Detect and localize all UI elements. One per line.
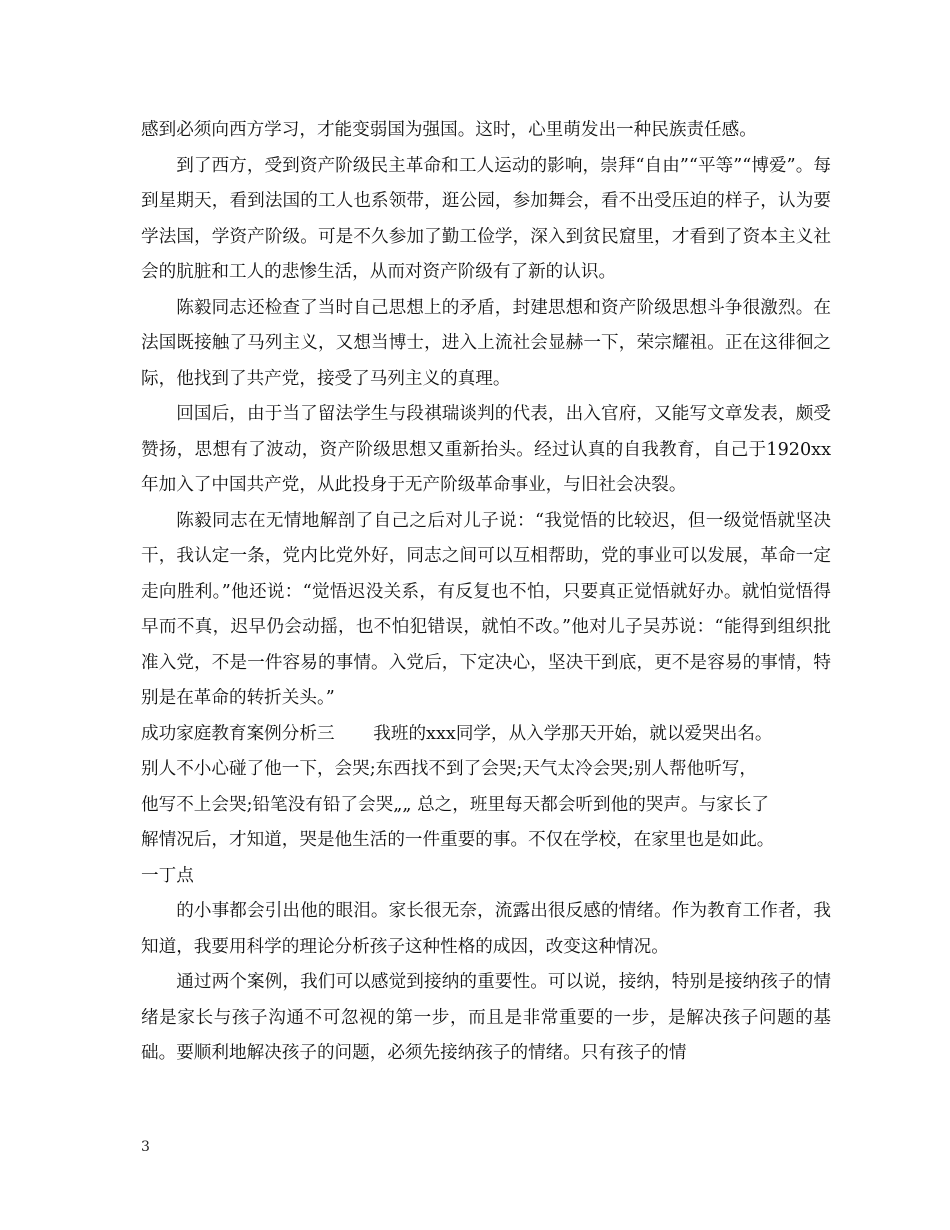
- paragraph-2: 到了西方，受到资产阶级民主革命和工人运动的影响，崇拜“自由”“平等”“博爱”。每到星期天，看到法国的工人也系领带，逛公园，参加舞会，看不出受压迫的样子，认为要学法国，学资产阶级。可是不久参加了勤工俭学，深入到贫民窟里，才看到了资本主义社会的肮脏和工人的悲惨生活，从而对资产阶级有了新的认识。: [141, 155, 831, 282]
- case-line-4: 解情况后，才知道，哭是他生活的一件重要的事。不仅在学校，在家里也是如此。: [141, 830, 775, 850]
- paragraph-5: 陈毅同志在无情地解剖了自己之后对儿子说：“我觉悟的比较迟，但一级觉悟就坚决干，我认定一条，党内比党外好，同志之间可以互相帮助，党的事业可以发展，革命一定走向胜利。”他还说：“觉悟迟没关系，有反复也不怕，只要真正觉悟就好办。就怕觉悟得早而不真，迟早仍会动摇，也不怕犯错误，就怕不改。”他对儿子吴苏说：“能得到组织批准入党，不是一件容易的事情。入党后，下定决心，坚决干到底，更不是容易的事情，特别是在革命的转折关头。”: [141, 510, 831, 708]
- case-heading: 成功家庭教育案例分析三: [141, 723, 335, 744]
- case-line-1: 我班的xxx同学，从入学那天开始，就以爱哭出名。: [373, 723, 773, 744]
- closing-paragraph-1: 的小事都会引出他的眼泪。家长很无奈，流露出很反感的情绪。作为教育工作者，我知道，我要用科学的理论分析孩子这种性格的成因，改变这种情况。: [141, 901, 831, 957]
- case-line-2: 别人不小心碰了他一下，会哭;东西找不到了会哭;天气太冷会哭;别人帮他听写，: [141, 759, 757, 779]
- case-line-3: 他写不上会哭;铅笔没有铅了会哭„„ 总之，班里每天都会听到他的哭声。与家长了: [141, 794, 769, 815]
- paragraph-3: 陈毅同志还检查了当时自己思想上的矛盾，封建思想和资产阶级思想斗争很激烈。在法国既接触了马列主义，又想当博士，进入上流社会显赫一下，荣宗耀祖。正在这徘徊之际，他找到了共产党，接受了马列主义的真理。: [141, 297, 831, 389]
- paragraph-4: 回国后，由于当了留法学生与段祺瑞谈判的代表，出入官府，又能写文章发表，颇受赞扬，思想有了波动，资产阶级思想又重新抬头。经过认真的自我教育，自己于1920xx年加入了中国共产党，从此投身于无产阶级革命事业，与旧社会决裂。: [141, 404, 831, 495]
- closing-paragraph-2: 通过两个案例，我们可以感觉到接纳的重要性。可以说，接纳，特别是接纳孩子的情绪是家长与孩子沟通不可忽视的第一步，而且是非常重要的一步，是解决孩子问题的基础。要顺利地解决孩子的问题，必须先接纳孩子的情绪。只有孩子的情: [141, 972, 831, 1063]
- page-number: 3: [141, 1139, 150, 1155]
- document-body: [141, 113, 831, 1072]
- case-line-5: 一丁点: [141, 865, 194, 886]
- case-heading-line: [141, 717, 831, 753]
- paragraph-1: 感到必须向西方学习，才能变弱国为强国。这时，心里萌发出一种民族责任感。: [141, 120, 757, 140]
